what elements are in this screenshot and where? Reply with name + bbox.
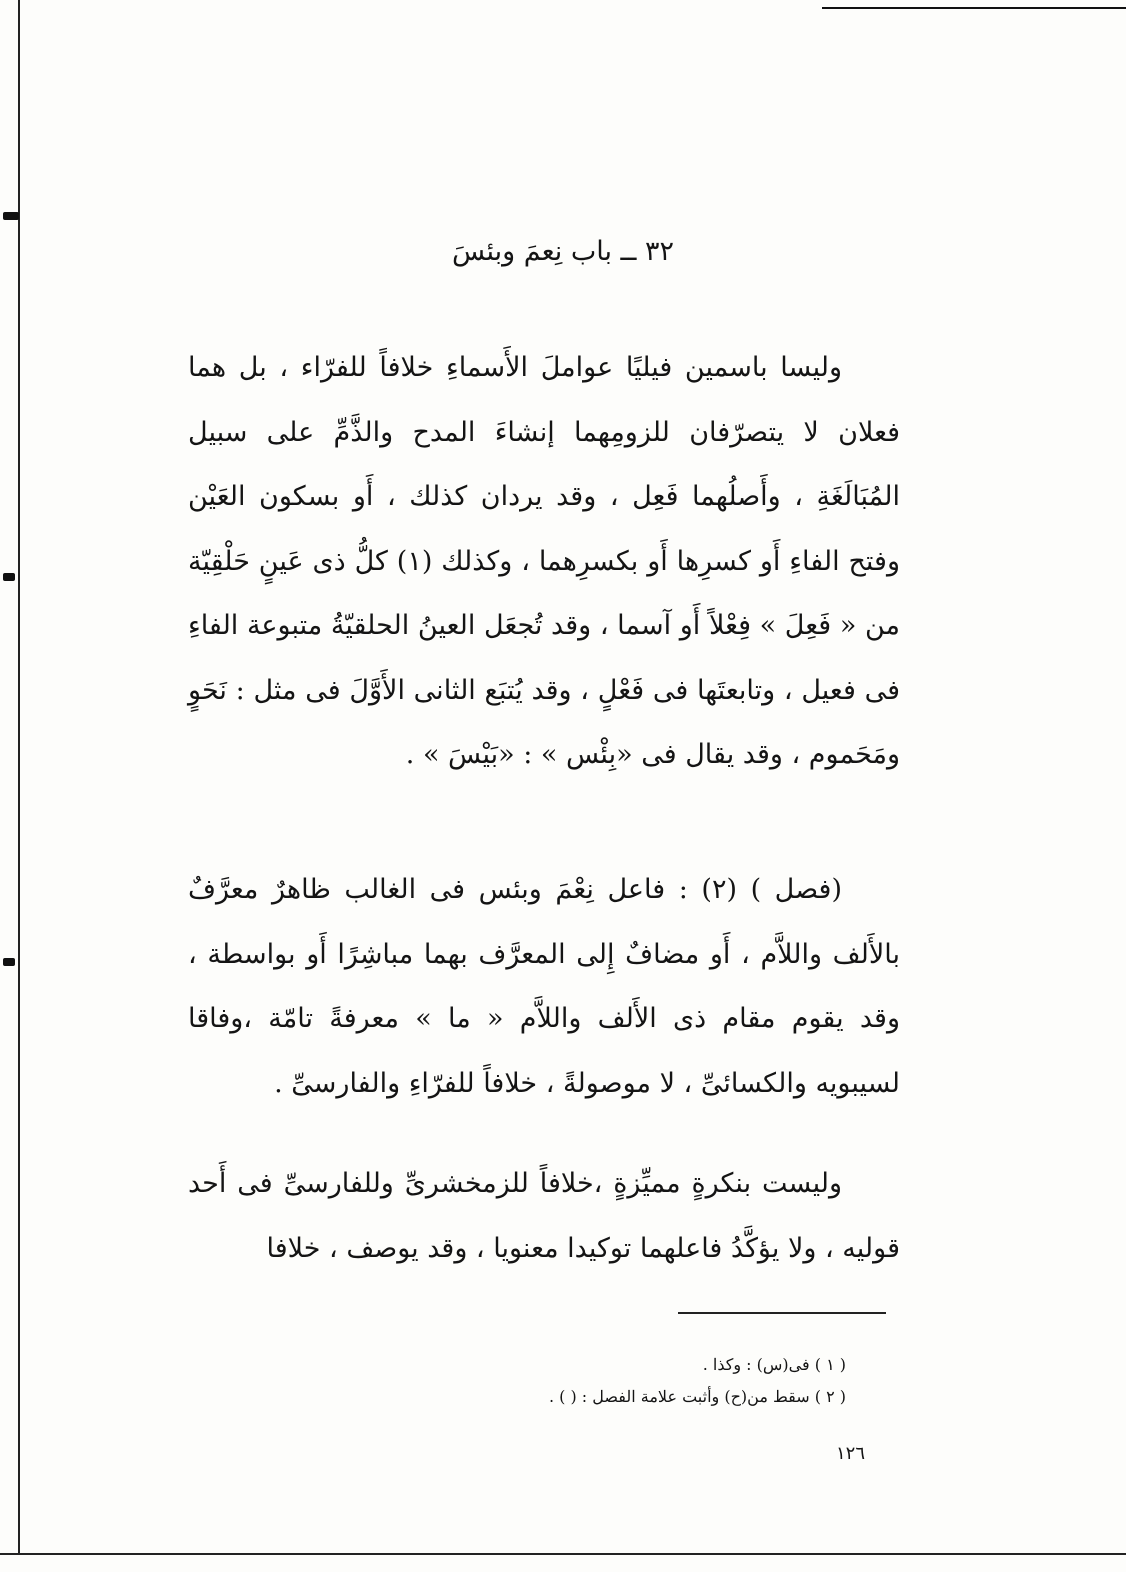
paragraph-first-line: وليسا باسمين فيليًا عواملَ الأَسماءِ خلافاً للفرّاء ، بل: [238, 352, 842, 383]
page-edge-top: [822, 7, 1126, 9]
paragraph-body: قوليه ، ولا يؤكَّدُ فاعلهما توكيدا معنويا ، وقد يوصف ، خلافا: [266, 1232, 900, 1264]
footnote: ( ١ ) فى(س) : وكذا .: [702, 1355, 846, 1374]
paragraph: [188, 858, 900, 1116]
binding-mark: [3, 212, 19, 220]
page-number: ١٢٦: [836, 1443, 866, 1464]
paragraph-first-line: (فصل ) (٢) : فاعل نِعْمَ وبئس فى الغالب ظاهرٌ معرَّفٌ: [188, 874, 842, 905]
footnotes: [549, 1349, 846, 1413]
paragraph-body: هما فعلان لا يتصرّفان للزومِهما إنشاءَ المدح والذَّمِّ على سبيل المُبَالَغَةِ ، وأَصلُهما فَعِل ، وقد يردان كذلك ، أَو بسكون العَيْن وفتح الفاءِ أَو كسرِها أَو بكسرِهما ، وكذلك (١) كلُّ ذى عَينٍ حَلْقِيّة من « فَعِلَ » فِعْلاً أَو آسما ، وقد تُجعَل العينُ الحلقيّةُ متبوعة الفاءِ فى فعيل ، وتابعتَها فى فَعْلٍ ، وقد يُتبَع الثانى الأَوَّلَ فى مثل : نَحَوٍ ومَحَموم ، وقد يقال فى «بِئْس » : «بَيْسَ » .: [188, 352, 900, 770]
paragraph: [188, 336, 900, 788]
paragraph-body: بالأَلف واللاَّم ، أَو مضافٌ إِلى المعرَّف بهما مباشِرًا أَو بواسطة ، وقد يقوم مقام ذى الأَلف واللاَّم « ما » معرفةً تامّة ،وفاقا لسيبويه والكسائىِّ ، لا موصولةً ، خلافاً للفرّاءِ والفارسىِّ .: [188, 938, 900, 1099]
footnote-divider: [678, 1312, 886, 1314]
footnote: ( ٢ ) سقط من(ح) وأثبت علامة الفصل : ( ) .: [548, 1387, 846, 1406]
paragraph-first-line: وليست بنكرةٍ مميِّزةٍ ،خلافاً للزمخشرىِّ وللفارسىِّ فى أَحد: [188, 1168, 842, 1199]
page-edge-bottom: [0, 1553, 1126, 1555]
binding-mark: [3, 958, 15, 966]
page-edge-left: [18, 0, 20, 1555]
page-title: ٣٢ ــ باب نِعمَ وبئسَ: [452, 236, 674, 267]
paragraph: [188, 1152, 900, 1281]
binding-mark: [3, 573, 15, 581]
